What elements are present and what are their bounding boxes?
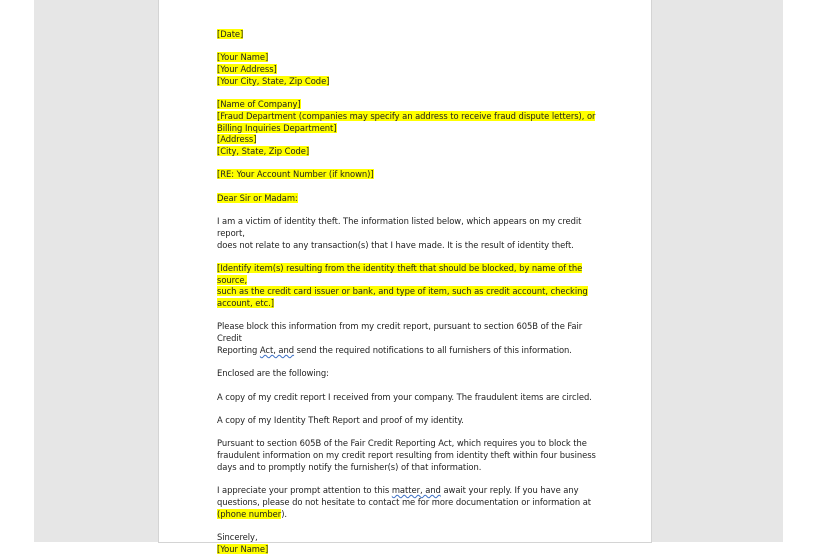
closing: Sincerely, [217, 532, 258, 543]
recipient-city-state-zip: [City, State, Zip Code] [217, 146, 310, 156]
recipient-department: [Fraud Department (companies may specify an address to receive fraud dispute letters), or [217, 110, 596, 121]
paragraph-theft-report-copy: A copy of my Identity Theft Report and proof of my identity. [217, 415, 464, 426]
sender-city-state-zip: [Your City, State, Zip Code] [217, 75, 330, 86]
paragraph-appreciation: I appreciate your prompt attention to this matter, and await your reply. If you have any questions, please do not hesitate to contact me for more documentation or information at (phone number). [217, 485, 592, 519]
phone-number-placeholder: (phone number [217, 508, 282, 519]
grammar-flag[interactable]: matter, and [391, 485, 441, 496]
sender-name: [Your Name] [217, 52, 269, 63]
paragraph-section-605b: Pursuant to section 605B of the Fair Credit Reporting Act, which requires you to block the fraudulent information on my credit report resulting from identity theft within four business days and to promptly notify the furnisher(s) of that information. [217, 438, 596, 472]
paragraph-block-request: Please block this information from my credit report, pursuant to section 605B of the Fair Credit Reporting Act, and send the required notifications to all furnishers of this information. [217, 321, 583, 355]
sender-address: [Your Address] [217, 64, 277, 75]
paragraph-credit-report-copy: A copy of my credit report I received from your company. The fraudulent items are circled. [217, 391, 592, 402]
recipient-address-block [217, 99, 597, 158]
recipient-department-cont: Billing Inquiries Department] [217, 122, 337, 133]
grammar-flag[interactable]: Act, and [259, 344, 295, 355]
signature: [Your Name] [217, 543, 269, 554]
sender-address-block [217, 52, 597, 87]
salutation: Dear Sir or Madam: [217, 192, 298, 203]
document-page[interactable] [159, 0, 651, 554]
date-field: [Date] [217, 29, 244, 39]
recipient-address: [Address] [217, 134, 257, 145]
recipient-company: [Name of Company] [217, 99, 301, 110]
paragraph-victim-statement: I am a victim of identity theft. The information listed below, which appears on my credit report, does not relate to any transaction(s) that I have made. It is the result of identity theft. [217, 216, 582, 250]
letter-body[interactable] [217, 29, 597, 555]
re-line: [RE: Your Account Number (if known)] [217, 169, 374, 180]
paragraph-enclosed: Enclosed are the following: [217, 368, 329, 379]
paragraph-identify-items: [Identify item(s) resulting from the identity theft that should be blocked, by name of the source, such as the credit card issuer or bank, and type of item, such as credit account, checking account, etc.] [217, 262, 588, 309]
